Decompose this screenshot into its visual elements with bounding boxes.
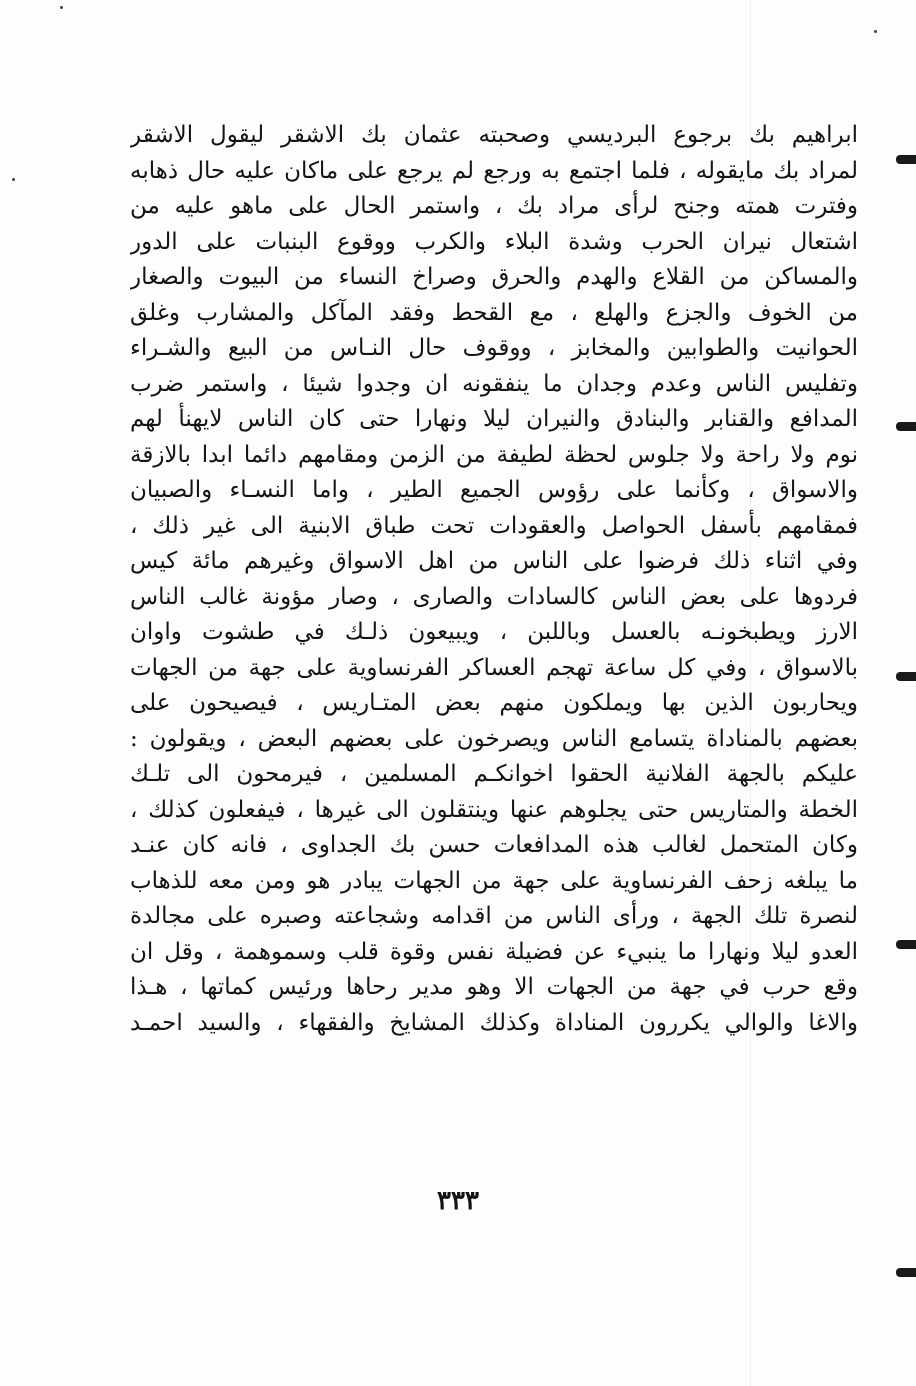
text-line: اشتعال نيران الحرب وشدة البلاء والكرب ووقوع البنبات على الدور [130,228,858,255]
text-line: نوم ولا راحة ولا جلوس لحظة لطيفة من الزمن ومقامهم دائما ابدا بالازقة [130,441,858,468]
text-line: الحوانيت والطوابين والمخابز ، ووقوف حال النـاس من البيع والشـراء [130,335,858,361]
scan-speck [12,178,15,181]
margin-mark [896,940,916,949]
text-line: وتفليس الناس وعدم وجدان ما ينفقونه ان وجدوا شيئا ، واستمر ضرب [130,370,858,397]
scan-speck [874,30,877,33]
text-line: ابراهيم بك برجوع البرديسي وصحبته عثمان بك الاشقر ليقول الاشقر [130,122,858,148]
margin-mark [896,422,916,431]
text-line: وكان المتحمل لغالب هذه المدافعات حسن بك الجداوى ، فانه كان عنـد [130,832,858,858]
text-line: وفي اثناء ذلك فرضوا على الناس من اهل الاسواق وغيرهم مائة كيس [130,548,858,574]
text-line: من الخوف والجزع والهلع ، مع القحط وفقد المآكل والمشارب وغلق [130,299,858,326]
page-number: ٣٣٣ [437,1186,479,1216]
margin-mark [896,672,916,681]
text-line: والمساكن من القلاع والهدم والحرق وصراخ النساء من البيوت والصغار [130,264,858,290]
text-line: فردوها على بعض الناس كالسادات والصارى ، وصار مؤونة غالب الناس [130,583,858,610]
text-line: الخطة والمتاريس حتى يجلوهم عنها وينتقلون الى غيرها ، فيفعلون كذلك ، [130,796,858,823]
margin-mark [896,1268,916,1277]
text-line: والاسواق ، وكأنما على رؤوس الجميع الطير ، واما النسـاء والصبيان [130,477,858,503]
margin-mark [896,155,916,164]
text-line: لمراد بك مايقوله ، فلما اجتمع به ورجع لم يرجع على ماكان عليه حال ذهابه [130,157,858,184]
text-line: بعضهم بالمناداة يتسامع الناس ويصرخون على بعضهم البعض ، ويقولون : [130,725,858,752]
text-line: الارز ويطبخونـه بالعسل وباللبن ، ويبيعون ذلـك في طشوت واوان [130,619,858,645]
text-line: وقع حرب في جهة من الجهات الا وهو مدير رحاها ورئيس كماتها ، هـذا [130,974,858,1000]
text-line: عليكم بالجهة الفلانية الحقوا اخوانكـم المسلمين ، فيرمحون الى تلـك [130,761,858,787]
text-line: بالاسواق ، وفي كل ساعة تهجم العساكر الفرنساوية على جهة من الجهات [130,654,858,681]
body-text [130,118,858,1041]
text-line: فمقامهم بأسفل الحواصل والعقودات تحت طباق الابنية الى غير ذلك ، [130,512,858,539]
text-line: وفترت همته وجنح لرأى مراد بك ، واستمر الحال على ماهو عليه من [130,193,858,219]
text-line: والاغا والوالي يكررون المناداة وكذلك المشايخ والفقهاء ، والسيد احمـد [130,1009,858,1036]
scan-speck [60,6,63,9]
text-line: العدو ليلا ونهارا ما ينبيء عن فضيلة نفس وقوة قلب وسموهمة ، وقل ان [130,938,858,965]
text-line: المدافع والقنابر والبنادق والنيران ليلا ونهارا حتى كان الناس لايهنأ لهم [130,406,858,432]
text-line: لنصرة تلك الجهة ، ورأى الناس من اقدامه وشجاعته وصبره على مجالدة [130,903,858,929]
text-line: ويحاربون الذين بها ويملكون منهم بعض المتـاريس ، فيصيحون على [130,690,858,716]
text-line: ما يبلغه زحف الفرنساوية على جهة من الجهات يبادر هو ومن معه للذهاب [130,867,858,894]
